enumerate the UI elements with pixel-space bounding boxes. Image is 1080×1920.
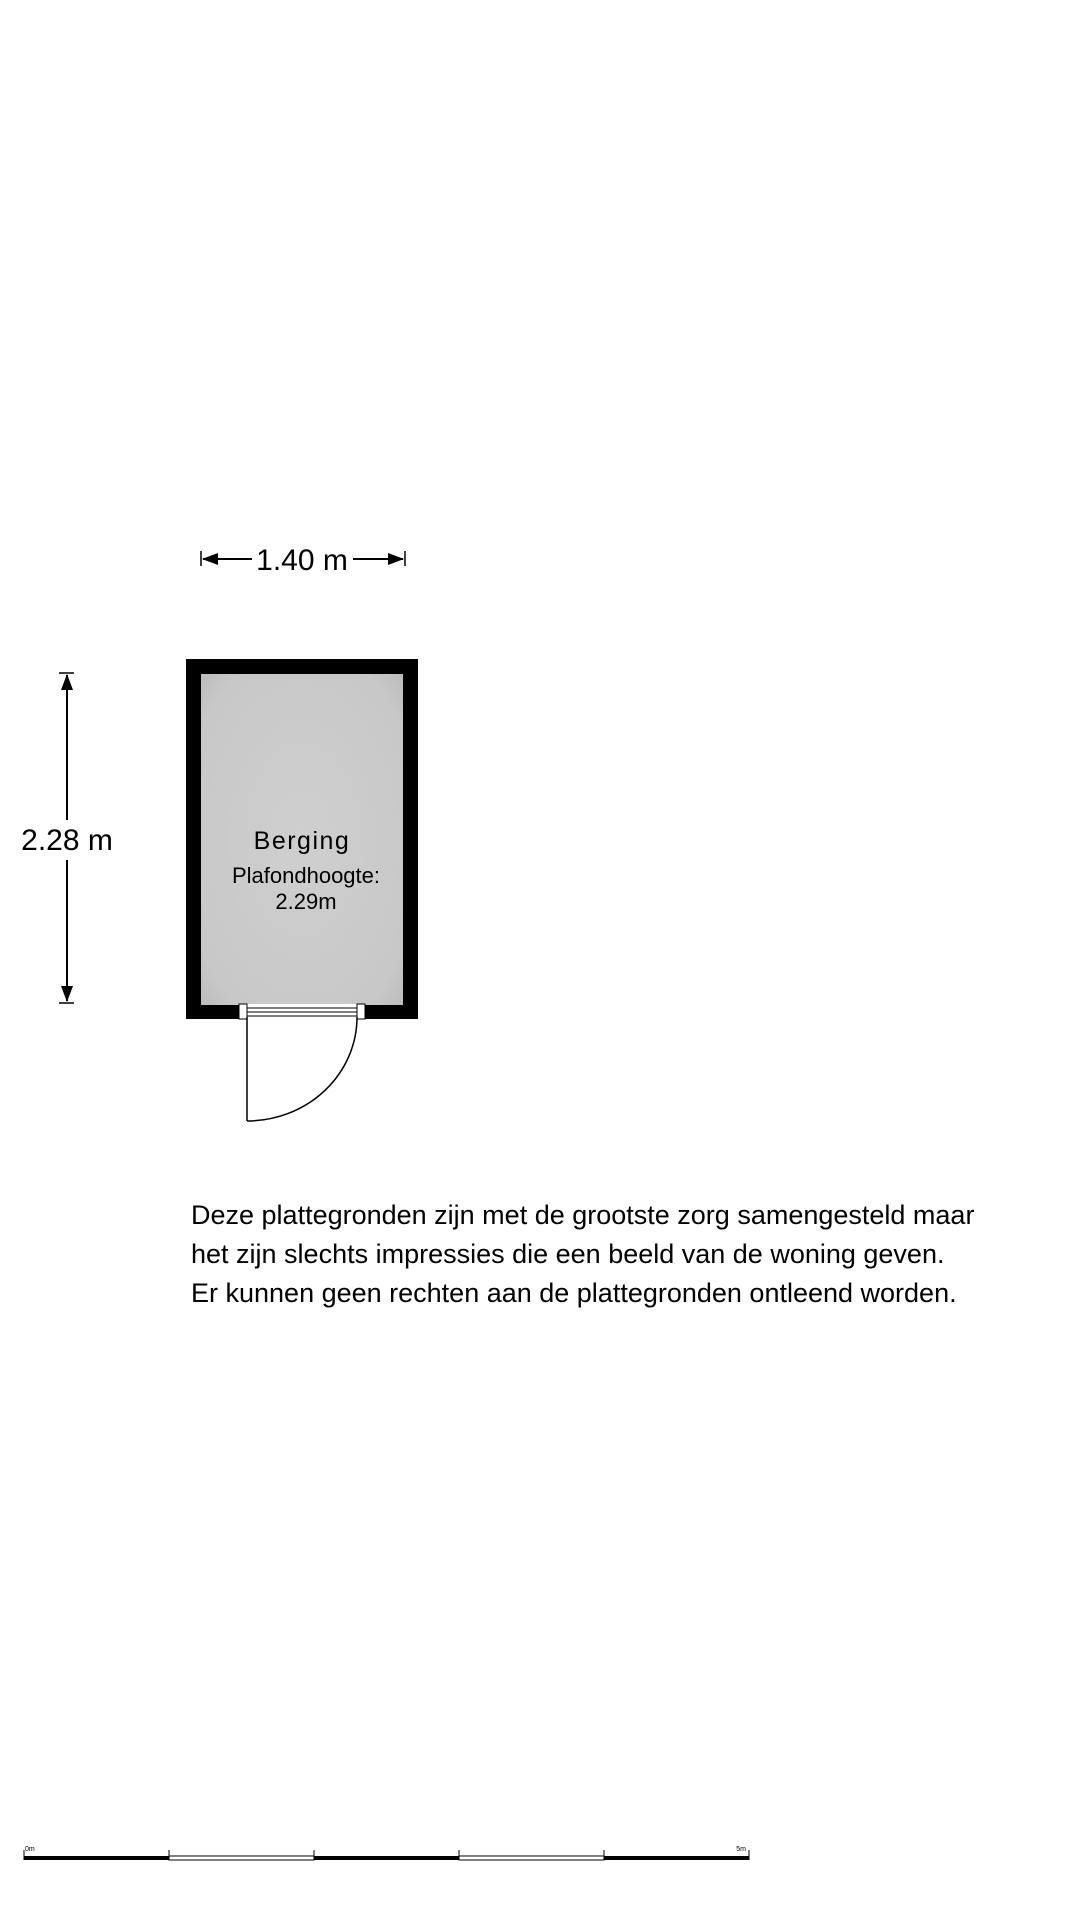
arrow-down-icon [61, 986, 73, 1002]
disclaimer-line: Er kunnen geen rechten aan de plattegronden ontleend worden. [191, 1278, 957, 1308]
door-frame-right [357, 1004, 365, 1019]
ceiling-height-label: Plafondhoogte: [231, 863, 381, 888]
width-dimension [201, 544, 405, 577]
disclaimer-line: Deze plattegronden zijn met de grootste zorg samengesteld maar [191, 1200, 975, 1230]
room-name: Berging [253, 827, 351, 855]
arrow-right-icon [388, 553, 404, 565]
width-label: 1.40 m [256, 544, 348, 577]
arrow-up-icon [61, 674, 73, 690]
door-frame-left [239, 1004, 247, 1019]
height-label: 2.28 m [21, 824, 113, 857]
ceiling-height-value: 2.29m [275, 889, 337, 914]
scale-start-label: 0m [25, 1846, 35, 1853]
disclaimer-text [191, 1196, 1071, 1313]
scale-bar [24, 1846, 749, 1860]
door-swing-arc [247, 1017, 357, 1121]
arrow-left-icon [202, 553, 218, 565]
room-berging [186, 659, 418, 1121]
height-dimension [21, 673, 113, 1003]
disclaimer-line: het zijn slechts impressies die een beeld van de woning geven. [191, 1239, 945, 1269]
scale-end-label: 5m [736, 1846, 746, 1853]
